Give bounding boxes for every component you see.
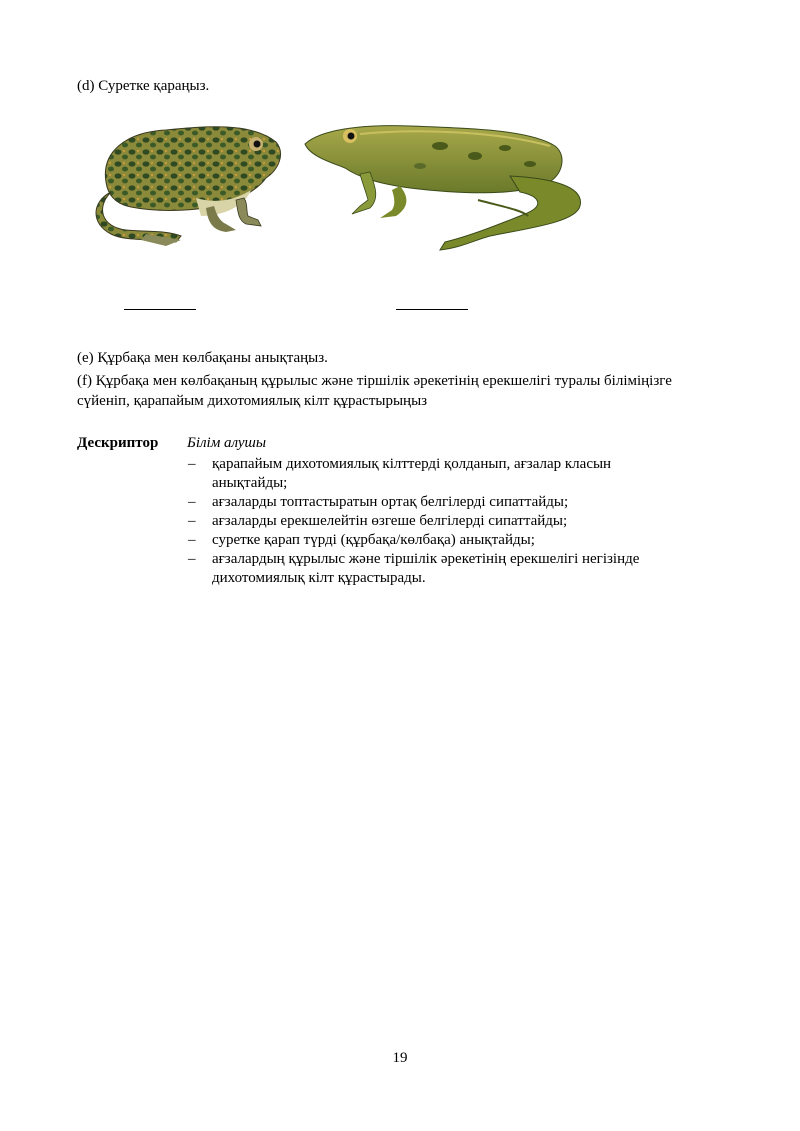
dash-bullet: –: [188, 494, 196, 510]
list-item: [188, 531, 708, 550]
descriptor-list: [188, 455, 708, 588]
page-number: 19: [392, 1050, 408, 1066]
list-item: [188, 550, 708, 588]
toad-icon: [86, 112, 286, 252]
list-item-line1: ағзаларды ерекшелейтін өзгеше белгілерді сипаттайды;: [212, 513, 568, 529]
section-d-label: (d) Суретке қараңыз.: [77, 78, 210, 94]
list-item-line2: дихотомиялық кілт құрастырады.: [212, 570, 426, 586]
list-item-line1: суретке қарап түрді (құрбақа/көлбақа) анықтайды;: [212, 532, 535, 548]
dash-bullet: –: [188, 532, 196, 548]
frog-icon: [300, 116, 590, 256]
descriptor-label: Дескриптор: [77, 435, 159, 451]
list-item: [188, 512, 708, 531]
section-f-line2: сүйеніп, қарапайым дихотомиялық кілт құрастырыңыз: [77, 393, 428, 409]
descriptor-subtitle: Білім алушы: [187, 435, 267, 451]
dash-bullet: –: [188, 551, 196, 567]
dash-bullet: –: [188, 513, 196, 529]
list-item-line2: анықтайды;: [212, 475, 288, 491]
dash-bullet: –: [188, 456, 196, 472]
toad-image: [86, 112, 286, 252]
list-item-line1: ағзалардың құрылыс және тіршілік әрекетінің ерекшелігі негізінде: [212, 551, 640, 567]
section-e-label: (e) Құрбақа мен көлбақаны анықтаңыз.: [77, 350, 328, 366]
list-item: [188, 493, 708, 512]
section-f-line1: (f) Құрбақа мен көлбақаның құрылыс және тіршілік әрекетінің ерекшелігі туралы біліміңізге: [77, 373, 672, 389]
list-item-line1: ағзаларды топтастыратын ортақ белгілерді сипаттайды;: [212, 494, 569, 510]
frog-image: [300, 116, 590, 256]
answer-blank-left[interactable]: [124, 298, 196, 315]
list-item: [188, 455, 708, 493]
answer-blank-right[interactable]: [396, 298, 468, 315]
list-item-line1: қарапайым дихотомиялық кілттерді қолданып, ағзалар класын: [212, 456, 612, 472]
